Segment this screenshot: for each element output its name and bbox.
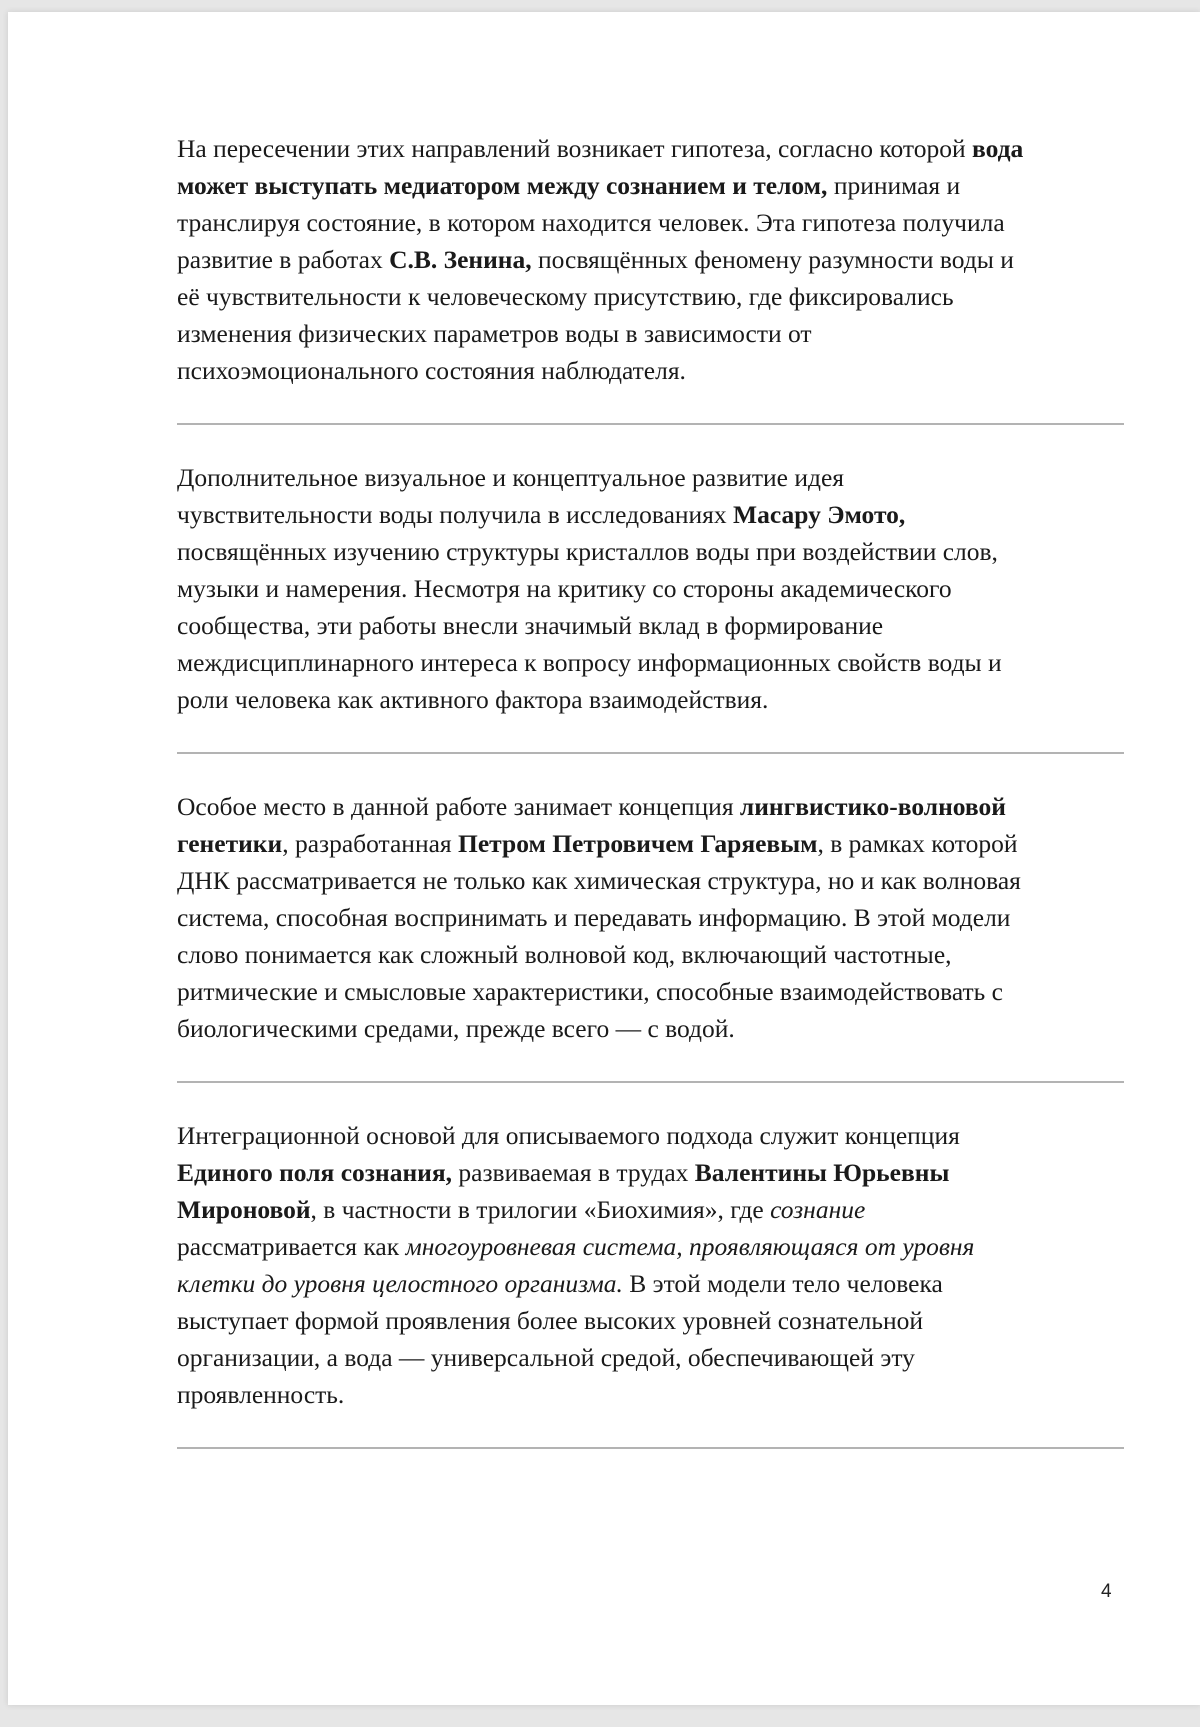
text-run: посвящённых феномену разумности воды и eё чувствительности к человеческому присутствию, где фиксировались изменения физических параметров воды в зависимости от психоэмоционального состояния наблюдателя. bbox=[177, 245, 1014, 385]
bold-text-run: Единого поля сознания, bbox=[177, 1158, 453, 1187]
section-divider bbox=[177, 423, 1124, 425]
paragraph-zenin bbox=[177, 130, 1124, 389]
text-run: рассматривается как bbox=[177, 1232, 400, 1261]
section-divider bbox=[177, 752, 1124, 754]
text-run: посвящённых изучению структуры кристаллов воды при воздействии слов, музыки и намерения. Несмотря на критику со стороны академического сообщества, эти работы внесли значимый вклад в формирование междисциплинарного интереса к вопросу информационных свойств воды и роли человека как активного фактора взаимодействия. bbox=[177, 537, 1002, 714]
paragraph-mironova bbox=[177, 1117, 1124, 1413]
bold-text-run: лингвистико-волновой генетики bbox=[177, 792, 1006, 858]
italic-text-run: сознание bbox=[770, 1195, 866, 1224]
text-run: В этой модели тело человека выступает формой проявления более высоких уровней сознательной организации, а вода — универсальной средой, обеспечивающей эту проявленность. bbox=[177, 1269, 943, 1409]
bold-text-run: Валентины Юрьевны Мироновой bbox=[177, 1158, 950, 1224]
text-run: Дополнительное визуальное и концептуальное развитие идея чувствительности воды получила в исследованиях bbox=[177, 463, 844, 529]
page-number: 4 bbox=[1101, 1581, 1112, 1602]
bold-text-run: С.В. Зенина, bbox=[389, 245, 532, 274]
page-content bbox=[177, 130, 1124, 1449]
text-run: принимая и транслируя состояние, в котором находится человек. Эта гипотеза получила развитие в работах bbox=[177, 171, 1005, 274]
bold-text-run: Масару Эмото, bbox=[733, 500, 906, 529]
text-run: , разработанная bbox=[282, 829, 459, 858]
text-run: , в частности в трилогии «Биохимия», где bbox=[310, 1195, 771, 1224]
section-divider bbox=[177, 1081, 1124, 1083]
section-divider bbox=[177, 1447, 1124, 1449]
italic-text-run: многоуровневая система, проявляющаяся от уровня клетки до уровня целостного организма. bbox=[177, 1232, 975, 1298]
text-run: развиваемая в трудах bbox=[452, 1158, 695, 1187]
text-run: Особое место в данной работе занимает концепция bbox=[177, 792, 740, 821]
paragraph-garyaev bbox=[177, 788, 1124, 1047]
text-run: На пересечении этих направлений возникает гипотеза, согласно которой bbox=[177, 134, 972, 163]
document-page bbox=[8, 12, 1200, 1705]
bold-text-run: Петром Петровичем Гаряевым bbox=[458, 829, 818, 858]
text-run: Интеграционной основой для описываемого подхода служит концепция bbox=[177, 1121, 960, 1150]
paragraph-emoto bbox=[177, 459, 1124, 718]
bold-text-run: вода может выступать медиатором между сознанием и телом, bbox=[177, 134, 1024, 200]
text-run: , в рамках которой ДНК рассматривается не только как химическая структура, но и как волновая система, способная воспринимать и передавать информацию. В этой модели слово понимается как сложный волновой код, включающий частотные, ритмические и смысловые характеристики, способные взаимодействовать с биологическими средами, прежде всего — с водой. bbox=[177, 829, 1021, 1043]
